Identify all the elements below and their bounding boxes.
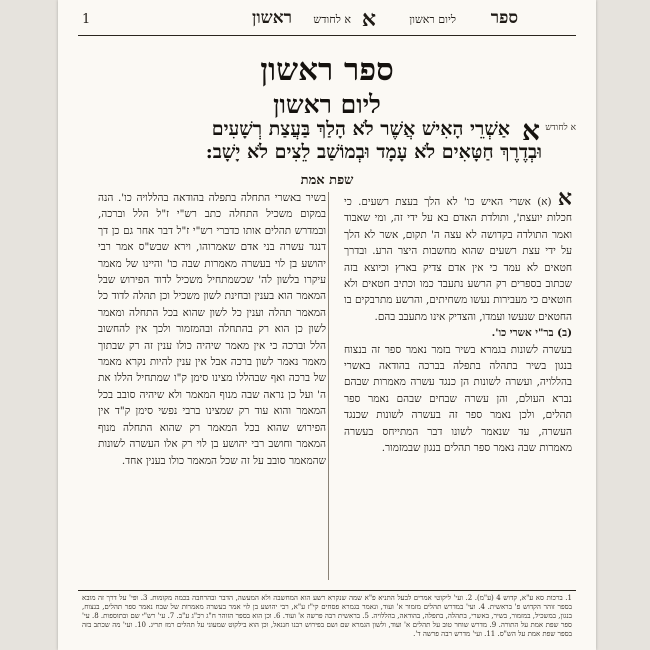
header-rule [78, 35, 576, 36]
commentary-paragraph-1: (א) אשרי האיש כו' לא הלך בעצת רשעים. כי חכלות יועצת', ותולדת האדם בא על ידי זה, ומי שאבוד ואמר התולדה בקדושה לא עצה ה' תקום, אשר לא הלך על ידי עצת רשעים שהוא מחשבות היצר הרע. ובדרך חטאים לא עמד כי אין אדם צדיק בארץ וכיוצא בזה שכתוב בספרים רק הרשע נתעבד כמו וכתיב חטאים ולא חוטאים כי מעבירות נעשו משחיתים, והרשע מתרבקים בו החטאים שנעשו ועמדו, והצדיק אינו מתעבב בהם. [344, 196, 572, 323]
column-divider [328, 192, 329, 580]
running-header-month: א לחודש [313, 13, 351, 26]
commentary-paragraph-2: בעשרה לשונות בגמרא בשיר בזמר נאמר ספר זה בנצוח בנגון בשיר בתהלה בתפלה בברכה בהודאה באשרי בהללויה, ועשרה לשונות הן כנגד עשרה מאמרות שבהם נברא העולם, והן עשרה שבחים שבהם נאמר ספר תהלים, ולכן נאמר ספר זה בעשרה לשונות שכנגד העשרה, עד שנאמר לשונו דבר המתייחס בעשרה מאמרות שבה נאמר ספר תהלים בנגון שבמזמור. [344, 343, 572, 455]
running-header-letter: א [361, 6, 376, 32]
commentary-paragraph-3: בשיר באשרי התחלה בתפלה בהודאה בהללויה כו'. הנה במקום משכיל התחלה כתב רש"י ז"ל הלל וברכה, ובמדרש תהלים אותו כדברי רש"י ז"ל דבר אחר גם כן דך דנגד עשרה בני אדם שאמרוהו, וירא שבש"ס אמר רבי יהושע בן לוי בעשרה מאמרות שבה כו' והיינו של מאמר עיקרו בלשון לה' שכשמתחיל משכיל לדוד הפירוש שבל המאמר הוא בענין ובחינת לשון משכיל וכן תהלה לדוד כל המאמר תהלה וענין כל לשון שהוא בכל התחלה ומאמר לשון כן הוא רק בהתחלה ובהמזמור ולכך אין להחשוב הלל וברכה כי אין מאמר שיהיה כולו ענין זה רק שבתוך מאמר נאמר לשון ברכה אבל אין ענין להיות נקרא מאמר של ברכה ואף שבהללו מצינו סימן ק"ו שמתחיל הללו את ה' ועל כן נראה שבה מנוף המאמר ולא שיהיה סובב בכל המאמר והוא עוד רק שמצינו ברבי נפשי סימן ק"ד אין הפירוש שהוא בכל המאמר רק שהוא התחלה מנוף המאמר וחושב רבי יהושע בן לוי רק אלו העשרה לשונות שהמאמר סובב על זה שכל המאמר כולו בענין אחד. [98, 192, 326, 467]
page-title: ספר ראשון [260, 52, 394, 88]
page-subtitle: ליום ראשון [273, 90, 381, 119]
page-number: 1 [82, 12, 91, 27]
running-header-sefer: ספר [490, 8, 518, 28]
verse-line-1: אַשְׁרֵי הָאִישׁ אֲשֶׁר לֹא הָלַךְ בַּעֲצַת רְשָׁעִים [211, 118, 510, 140]
verse-margin-label: א לחודש [545, 123, 576, 133]
footnotes: 1. ברכות סא ע"א, קדוש 4 (ע"מ). 2. ועי' ליקוטי אמרים לבעל התניא פ"א שמה שנקרא רשע הוא המחשבה ולא המעשה, הדבר ובהרחבה בכמה מקומות. 3. ופי' על דרך זה מובא בספר זוהר הקדוש פ' בראשית. 4. ועי' במדרש תהלים מזמור א' ועוד, ונאמר בגמרא פסחים קי"ז ע"א, רבי יהושע בן לוי אמר בעשרה מאמרות של שבח נאמר ספר תהלים, בנצוח, בנגון, במשכיל, במזמור, בשיר, באשרי, בתהלה, בתפלה, בהודאה, בהללויה. 5. בראשית רבה פרשה א' ועוד. 6. וכן הוא בספר הזוהר ח"ג רכ"ג ע"ב. 7. עי' רש"י שם ובתוספות. 8. עי' ספר שפת אמת על התורה. 9. מדרש שוחר טוב על תהלים א' ועוד, ולשון הגמרא שם ושם בפירוש רבנו חננאל, וכן הוא בילקוט שמעוני על תהלים רמז תריג. 10. ועי' מה שכתב בזה בספר שפת אמת על הש"ס. 11. ועי' מדרש רבה פרשה ד'. [82, 594, 572, 638]
commentary-opening-letter: א [557, 190, 572, 211]
book-page [58, 0, 596, 650]
commentary-title: שפת אמת [300, 173, 354, 188]
verse-letter: א [522, 114, 540, 147]
commentary-column-right [344, 190, 572, 582]
footnote-rule [78, 590, 576, 591]
running-header-rishon: ראשון [252, 8, 292, 28]
commentary-subheading: (ב) בר"י אשרי כו'. [491, 327, 572, 340]
running-header-day: ליום ראשון [409, 13, 456, 26]
commentary-column-left [98, 190, 326, 582]
running-header [58, 8, 596, 34]
verse-block [88, 114, 576, 168]
verse-line-2: וּבְדֶרֶךְ חַטָּאִים לֹא עָמָד וּבְמוֹשַׁב לֵצִים לֹא יָשָׁב: [205, 141, 542, 163]
